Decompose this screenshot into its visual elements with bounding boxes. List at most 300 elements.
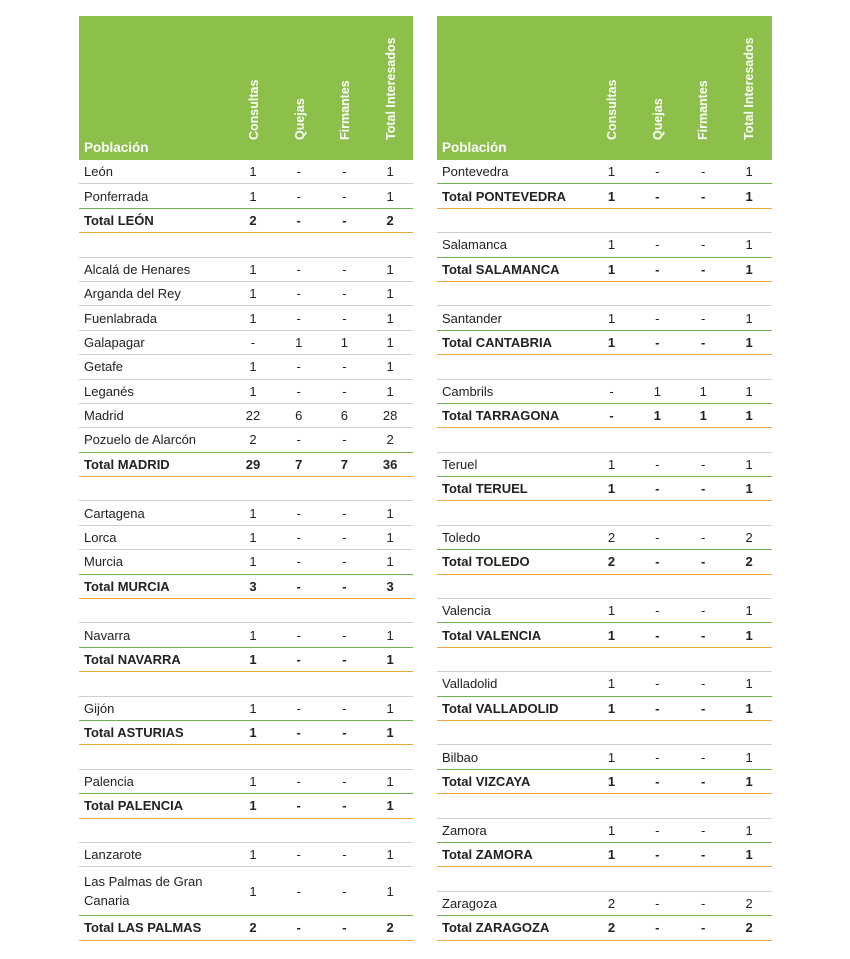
cell-consultas: 1 [249, 554, 257, 570]
header-firmantes: Firmantes [696, 80, 710, 140]
spacer-row [437, 428, 772, 452]
cell-poblacion: Fuenlabrada [84, 310, 157, 326]
cell-total-interesados: 1 [386, 530, 394, 546]
cell-quejas: - [296, 212, 301, 228]
cell-firmantes: - [342, 261, 347, 277]
cell-firmantes: - [342, 920, 347, 936]
table-row [79, 160, 413, 184]
table-row [79, 380, 413, 404]
cell-quejas: - [655, 920, 660, 936]
cell-quejas: - [296, 530, 301, 546]
cell-quejas: - [296, 700, 301, 716]
header-firmantes: Firmantes [338, 80, 352, 140]
table-header [79, 16, 413, 160]
cell-total-interesados: 1 [386, 554, 394, 570]
cell-quejas: - [655, 261, 660, 277]
table-row [437, 672, 772, 696]
cell-consultas: 1 [607, 700, 616, 716]
cell-firmantes: - [342, 725, 347, 741]
cell-consultas: 2 [249, 432, 257, 448]
cell-consultas: 22 [245, 408, 261, 424]
cell-consultas: 1 [607, 603, 616, 619]
spacer-row [437, 355, 772, 379]
table-row [437, 160, 772, 184]
cell-total-interesados: 2 [745, 920, 753, 936]
cell-total-interesados: 1 [745, 456, 753, 472]
cell-total-interesados: 1 [745, 164, 753, 180]
table-row [437, 453, 772, 477]
cell-total-interesados: 1 [386, 261, 394, 277]
total-row [437, 404, 772, 428]
cell-quejas: - [655, 749, 660, 765]
cell-consultas: 1 [249, 383, 257, 399]
cell-firmantes: 1 [699, 383, 707, 399]
cell-poblacion: Cambrils [442, 383, 494, 399]
cell-consultas: 1 [607, 188, 616, 204]
cell-quejas: - [655, 627, 660, 643]
cell-total-interesados: 1 [745, 749, 753, 765]
cell-total-interesados: 28 [382, 408, 398, 424]
cell-quejas: - [296, 883, 301, 899]
cell-consultas: 1 [249, 530, 257, 546]
cell-poblacion: Pontevedra [442, 164, 509, 180]
cell-poblacion: Leganés [84, 383, 134, 399]
table-row [79, 501, 413, 525]
cell-total-interesados: 1 [386, 164, 394, 180]
table-row [437, 233, 772, 257]
cell-firmantes: - [342, 310, 347, 326]
table-row [437, 745, 772, 769]
table-header [437, 16, 772, 160]
cell-firmantes: - [701, 554, 706, 570]
table-row [437, 306, 772, 330]
cell-firmantes: - [342, 212, 347, 228]
cell-poblacion: Getafe [84, 359, 124, 375]
spacer-row [79, 477, 413, 501]
cell-firmantes: - [342, 359, 347, 375]
cell-quejas: - [296, 359, 301, 375]
cell-quejas: - [655, 456, 660, 472]
cell-poblacion: Total ZAMORA [442, 847, 533, 863]
cell-quejas: 1 [295, 334, 303, 350]
cell-consultas: 2 [607, 530, 616, 546]
cell-total-interesados: 1 [745, 383, 753, 399]
right-table [437, 16, 772, 941]
cell-quejas: - [296, 188, 301, 204]
cell-total-interesados: 1 [386, 286, 394, 302]
cell-quejas: - [296, 847, 301, 863]
cell-poblacion: Total CANTABRIA [442, 334, 553, 350]
cell-poblacion: Total VALENCIA [442, 627, 542, 643]
cell-firmantes: 6 [340, 408, 349, 424]
cell-consultas: 1 [607, 261, 616, 277]
total-row [437, 623, 772, 647]
cell-quejas: - [655, 773, 660, 789]
cell-quejas: - [655, 700, 660, 716]
total-row [437, 843, 772, 867]
cell-poblacion: Pozuelo de Alarcón [84, 432, 197, 448]
cell-consultas: 1 [249, 505, 257, 521]
cell-total-interesados: 1 [745, 334, 753, 350]
table-row [79, 355, 413, 379]
cell-total-interesados: 1 [745, 700, 753, 716]
cell-poblacion: Total TARRAGONA [442, 408, 560, 424]
cell-total-interesados: 1 [745, 676, 753, 692]
total-row [79, 209, 413, 233]
table-row [79, 843, 413, 867]
cell-poblacion: Total LAS PALMAS [84, 920, 202, 936]
cell-consultas: 1 [249, 310, 257, 326]
table-row [437, 380, 772, 404]
cell-quejas: - [655, 530, 660, 546]
cell-consultas: 2 [607, 920, 616, 936]
cell-quejas: - [655, 237, 660, 253]
cell-firmantes: - [342, 847, 347, 863]
total-row [79, 575, 413, 599]
table-row [79, 282, 413, 306]
cell-quejas: - [296, 773, 301, 789]
cell-quejas: 1 [653, 383, 661, 399]
cell-total-interesados: 2 [745, 530, 753, 546]
cell-poblacion: Santander [442, 310, 502, 326]
spacer-row [437, 721, 772, 745]
cell-total-interesados: 1 [745, 310, 753, 326]
cell-firmantes: - [701, 676, 706, 692]
cell-firmantes: 7 [340, 456, 349, 472]
cell-consultas: 1 [607, 237, 616, 253]
cell-consultas: 1 [607, 749, 616, 765]
cell-consultas: 1 [607, 676, 616, 692]
cell-firmantes: - [342, 530, 347, 546]
cell-quejas: - [655, 334, 660, 350]
cell-firmantes: - [701, 310, 706, 326]
cell-quejas: - [655, 603, 660, 619]
cell-total-interesados: 1 [745, 627, 753, 643]
total-row [437, 550, 772, 574]
cell-quejas: 7 [295, 456, 303, 472]
table-row [437, 526, 772, 550]
cell-poblacion: Valencia [442, 603, 491, 619]
cell-total-interesados: 1 [386, 798, 394, 814]
cell-consultas: 1 [249, 773, 257, 789]
cell-poblacion: Murcia [84, 554, 124, 570]
cell-poblacion: Galapagar [84, 334, 145, 350]
spacer-row [437, 282, 772, 306]
cell-consultas: 1 [249, 798, 257, 814]
cell-total-interesados: 1 [745, 773, 753, 789]
cell-poblacion: Arganda del Rey [84, 286, 181, 302]
table-row [79, 184, 413, 208]
header-quejas: Quejas [293, 98, 307, 140]
cell-poblacion: Total ZARAGOZA [442, 920, 550, 936]
cell-total-interesados: 1 [386, 334, 394, 350]
table-row [79, 331, 413, 355]
table-row [79, 428, 413, 452]
cell-firmantes: - [701, 456, 706, 472]
cell-firmantes: - [701, 700, 706, 716]
cell-quejas: - [296, 798, 301, 814]
cell-poblacion: Total TOLEDO [442, 554, 530, 570]
cell-poblacion: Cartagena [84, 505, 145, 521]
cell-firmantes: - [701, 627, 706, 643]
cell-total-interesados: 1 [386, 627, 394, 643]
table-row [79, 404, 413, 428]
cell-consultas: 1 [607, 627, 616, 643]
cell-poblacion: Salamanca [442, 237, 508, 253]
spacer-row [437, 209, 772, 233]
cell-firmantes: - [342, 432, 347, 448]
cell-total-interesados: 1 [386, 725, 394, 741]
cell-poblacion: Alcalá de Henares [84, 261, 191, 277]
cell-firmantes: - [342, 627, 347, 643]
cell-firmantes: - [701, 822, 706, 838]
cell-consultas: 1 [607, 847, 616, 863]
total-row [437, 916, 772, 940]
table-row [79, 258, 413, 282]
cell-poblacion: Gijón [84, 700, 115, 716]
cell-poblacion: Madrid [84, 408, 124, 424]
cell-total-interesados: 1 [386, 773, 394, 789]
cell-poblacion: Total TERUEL [442, 481, 528, 497]
cell-poblacion: Navarra [84, 627, 131, 643]
cell-quejas: - [296, 725, 301, 741]
cell-poblacion: Total LEÓN [84, 212, 154, 228]
total-row [437, 258, 772, 282]
header-consultas: Consultas [605, 79, 619, 140]
total-row [79, 453, 413, 477]
cell-total-interesados: 2 [745, 895, 753, 911]
cell-total-interesados: 1 [745, 408, 753, 424]
cell-firmantes: - [342, 700, 347, 716]
cell-consultas: - [609, 383, 614, 399]
cell-quejas: - [655, 554, 660, 570]
cell-total-interesados: 1 [386, 505, 394, 521]
cell-quejas: - [296, 920, 301, 936]
cell-firmantes: - [701, 164, 706, 180]
table-row [79, 867, 413, 916]
spacer-row [437, 867, 772, 891]
total-row [437, 770, 772, 794]
cell-total-interesados: 1 [386, 652, 394, 667]
cell-poblacion: Total MADRID [84, 456, 170, 472]
cell-consultas: 1 [607, 773, 616, 789]
cell-firmantes: - [701, 530, 706, 546]
cell-firmantes: - [342, 652, 347, 667]
header-total-interesados: Total Interesados [384, 37, 398, 140]
cell-firmantes: - [701, 334, 706, 350]
table-row [437, 892, 772, 916]
spacer-row [79, 819, 413, 843]
cell-consultas: 1 [607, 456, 616, 472]
cell-total-interesados: 2 [745, 554, 753, 570]
cell-firmantes: - [701, 847, 706, 863]
spacer-row [437, 794, 772, 818]
cell-consultas: 1 [607, 310, 616, 326]
cell-consultas: 2 [607, 895, 616, 911]
cell-quejas: - [296, 554, 301, 570]
cell-quejas: - [655, 188, 660, 204]
cell-quejas: - [655, 676, 660, 692]
cell-consultas: 1 [249, 847, 257, 863]
cell-quejas: - [296, 261, 301, 277]
cell-total-interesados: 3 [386, 578, 394, 594]
table-row [79, 623, 413, 647]
cell-quejas: - [655, 164, 660, 180]
cell-quejas: - [296, 383, 301, 399]
spacer-row [79, 599, 413, 623]
cell-consultas: 1 [249, 286, 257, 302]
cell-consultas: 1 [249, 164, 257, 180]
cell-firmantes: 1 [340, 334, 349, 350]
cell-total-interesados: 2 [386, 920, 394, 936]
cell-firmantes: - [701, 895, 706, 911]
cell-poblacion: Total VALLADOLID [442, 700, 559, 716]
cell-quejas: - [296, 627, 301, 643]
cell-consultas: 1 [607, 822, 616, 838]
cell-quejas: - [296, 164, 301, 180]
cell-consultas: 1 [249, 652, 257, 667]
table-body [437, 160, 772, 941]
cell-quejas: - [296, 505, 301, 521]
cell-total-interesados: 1 [386, 700, 394, 716]
cell-consultas: 1 [607, 164, 616, 180]
table-body [79, 160, 413, 941]
cell-poblacion: Total ASTURIAS [84, 725, 184, 741]
cell-poblacion: Las Palmas de Gran Canaria [84, 874, 203, 909]
cell-poblacion: Total MURCIA [84, 578, 170, 594]
spacer-row [79, 745, 413, 769]
cell-firmantes: - [701, 749, 706, 765]
cell-quejas: - [296, 652, 301, 667]
table-row [79, 550, 413, 574]
cell-firmantes: - [342, 383, 347, 399]
cell-poblacion: Total PALENCIA [84, 798, 184, 814]
cell-firmantes: - [701, 773, 706, 789]
cell-total-interesados: 1 [386, 883, 394, 899]
cell-total-interesados: 1 [386, 847, 394, 863]
cell-total-interesados: 1 [386, 188, 394, 204]
cell-consultas: 1 [249, 627, 257, 643]
cell-quejas: - [296, 578, 301, 594]
cell-firmantes: - [342, 773, 347, 789]
spacer-row [437, 648, 772, 672]
cell-poblacion: Teruel [442, 456, 478, 472]
spacer-row [437, 575, 772, 599]
cell-firmantes: - [342, 505, 347, 521]
spacer-row [79, 233, 413, 257]
cell-consultas: 1 [249, 700, 257, 716]
spacer-row [79, 672, 413, 696]
cell-firmantes: - [701, 603, 706, 619]
cell-poblacion: Lanzarote [84, 847, 142, 863]
cell-poblacion: Total NAVARRA [84, 652, 181, 667]
cell-firmantes: - [701, 237, 706, 253]
cell-poblacion: Toledo [442, 530, 481, 546]
cell-poblacion: Zaragoza [442, 895, 497, 911]
header-quejas: Quejas [651, 98, 665, 140]
cell-total-interesados: 1 [386, 359, 394, 375]
cell-poblacion: Zamora [442, 822, 487, 838]
cell-consultas: - [609, 408, 614, 424]
cell-consultas: 29 [245, 456, 261, 472]
cell-poblacion: Bilbao [442, 749, 479, 765]
cell-firmantes: - [342, 798, 347, 814]
table-row [79, 306, 413, 330]
cell-total-interesados: 1 [745, 188, 753, 204]
header-poblacion: Población [84, 140, 149, 155]
cell-quejas: - [655, 481, 660, 497]
cell-consultas: 1 [249, 188, 257, 204]
cell-quejas: - [296, 286, 301, 302]
cell-consultas: 1 [249, 725, 257, 741]
cell-consultas: 1 [249, 261, 257, 277]
cell-firmantes: - [342, 578, 347, 594]
cell-poblacion: Valladolid [442, 676, 498, 692]
total-row [437, 184, 772, 208]
cell-firmantes: - [701, 261, 706, 277]
cell-consultas: 1 [249, 883, 257, 899]
cell-total-interesados: 1 [745, 481, 753, 497]
cell-quejas: - [655, 895, 660, 911]
cell-consultas: 2 [249, 212, 257, 228]
cell-firmantes: 1 [699, 408, 707, 424]
total-row [437, 477, 772, 501]
cell-poblacion: Ponferrada [84, 188, 149, 204]
table-row [437, 819, 772, 843]
cell-poblacion: Palencia [84, 773, 134, 789]
cell-poblacion: Lorca [84, 530, 117, 546]
table-row [79, 770, 413, 794]
cell-total-interesados: 1 [745, 261, 753, 277]
cell-firmantes: - [342, 286, 347, 302]
cell-quejas: - [655, 822, 660, 838]
total-row [437, 331, 772, 355]
table-row [79, 697, 413, 721]
cell-total-interesados: 2 [386, 432, 394, 448]
total-row [79, 916, 413, 940]
cell-total-interesados: 1 [745, 847, 753, 863]
cell-quejas: 6 [295, 408, 303, 424]
header-consultas: Consultas [247, 79, 261, 140]
cell-firmantes: - [701, 188, 706, 204]
cell-consultas: 1 [607, 334, 616, 350]
spacer-row [437, 501, 772, 525]
table-row [437, 599, 772, 623]
cell-total-interesados: 1 [386, 310, 394, 326]
table-row [79, 526, 413, 550]
header-poblacion: Población [442, 140, 507, 155]
header-total-interesados: Total Interesados [742, 37, 756, 140]
cell-poblacion: Total VIZCAYA [442, 773, 531, 789]
total-row [79, 721, 413, 745]
cell-quejas: - [655, 847, 660, 863]
cell-poblacion: León [84, 164, 113, 180]
cell-firmantes: - [342, 883, 347, 899]
cell-consultas: 1 [249, 359, 257, 375]
cell-total-interesados: 2 [386, 212, 394, 228]
cell-quejas: 1 [653, 408, 661, 424]
cell-total-interesados: 1 [745, 237, 753, 253]
cell-firmantes: - [701, 920, 706, 936]
cell-poblacion: Total SALAMANCA [442, 261, 560, 277]
cell-consultas: - [250, 334, 256, 350]
total-row [79, 648, 413, 672]
cell-total-interesados: 1 [745, 822, 753, 838]
total-row [437, 697, 772, 721]
cell-quejas: - [296, 310, 301, 326]
cell-total-interesados: 1 [745, 603, 753, 619]
cell-firmantes: - [342, 554, 347, 570]
